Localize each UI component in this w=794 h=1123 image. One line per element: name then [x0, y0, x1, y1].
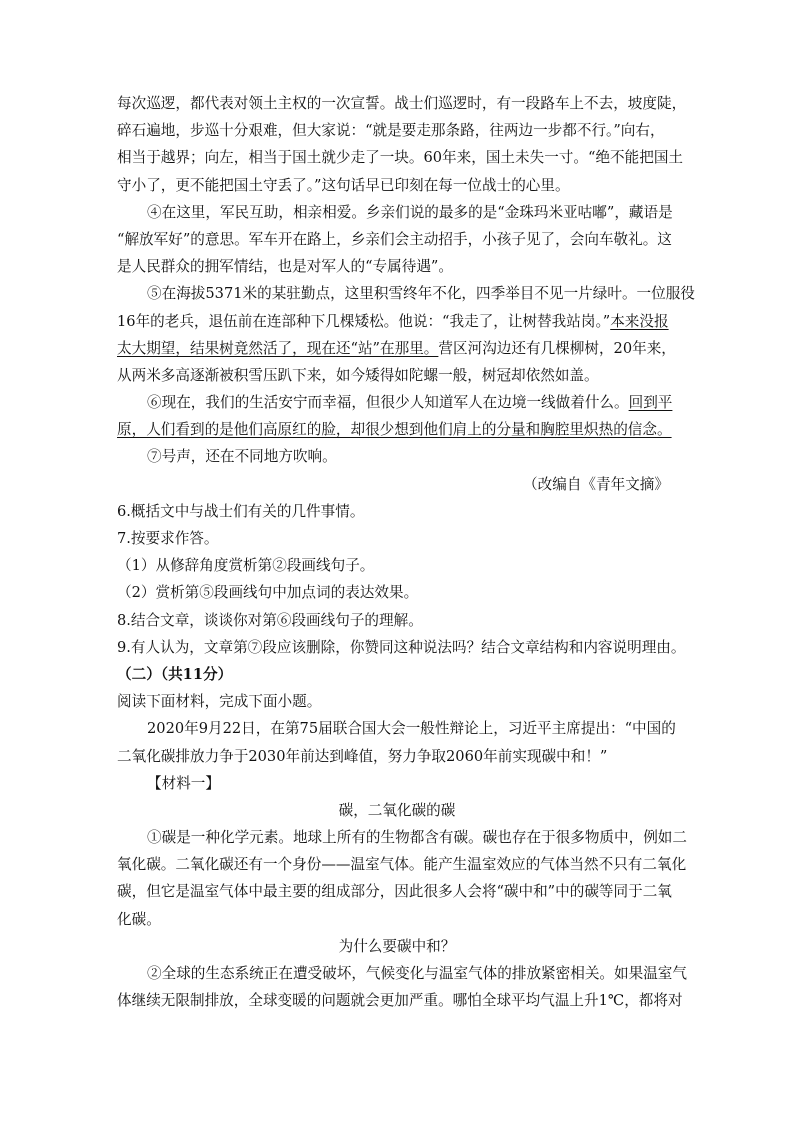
text-line	[117, 878, 677, 905]
line-text: 二氧化碳排放力争于2030年前达到峰值，努力争取2060年前实现碳中和！”	[117, 747, 608, 765]
line-text: 阅读下面材料，完成下面小题。	[117, 693, 322, 711]
line-text: ①碳是一种化学元素。地球上所有的生物都含有碳。碳也存在于很多物质中，例如二	[147, 829, 687, 847]
underlined-text: 回到平	[628, 394, 673, 412]
line-text: 6.概括文中与战士们有关的几件事情。	[117, 502, 365, 520]
line-text: 7.按要求作答。	[117, 530, 219, 547]
line-text: ②全球的生态系统正在遭受破坏，气候变化与温室气体的排放紧密相关。如果温室气	[147, 965, 687, 982]
text-line	[117, 743, 677, 770]
text-line	[117, 443, 677, 470]
text-line	[117, 933, 677, 960]
text-line	[117, 335, 677, 362]
line-text: 体继续无限制排放，全球变暖的问题就会更加严重。哪怕全球平均气温上升1℃，都将对	[117, 992, 683, 1010]
underlined-text: 原，人们看到的是他们高原红的脸，却很少想到他们肩上的分量和胸腔里炽热的信念。	[117, 421, 672, 439]
text-line	[117, 144, 684, 171]
text-line	[117, 688, 677, 715]
line-text: 碎石遍地，步巡十分艰难，但大家说：“就是要走那条路，往两边一步都不行。”向右，	[117, 122, 665, 140]
line-text: 碳，二氧化碳的碳	[338, 801, 456, 819]
document-page	[117, 90, 695, 1014]
text-line	[117, 117, 677, 144]
text-line	[117, 960, 687, 987]
line-text: 每次巡逻，都代表对领土主权的一次宣誓。战士们巡逻时，有一段路车上不去，坡度陡，	[117, 95, 687, 112]
line-text: 化碳。	[117, 910, 161, 928]
text-line	[117, 416, 677, 443]
line-text: 碳，但它是温室气体中最主要的组成部分，因此很多人会将“碳中和”中的碳等同于二氧	[117, 883, 672, 901]
text-line	[117, 253, 677, 280]
text-line	[117, 362, 677, 389]
text-line	[117, 498, 677, 525]
text-line	[117, 851, 687, 878]
line-text: ④在这里，军民互助，相亲相爱。乡亲们说的最多的是“金珠玛米亚咕嘟”，藏语是	[147, 203, 673, 221]
line-text: ⑥现在，我们的生活安宁而幸福，但很少人知道军人在边境一线做着什么。	[147, 394, 629, 412]
line-text: 相当于越界；向左，相当于国土就少走了一块。60年来，国土未失一寸。“绝不能把国土	[117, 149, 684, 167]
line-text: 16年的老兵，退伍前在连部种下几棵矮松。他说：“我走了，让树替我站岗。”	[117, 312, 611, 330]
text-line	[117, 770, 677, 797]
text-line	[117, 797, 677, 824]
underlined-text: 太大期望，结果树竟然活了，现在还“站”在那里。	[117, 339, 439, 357]
text-line	[117, 715, 677, 742]
line-text: ⑤在海拔5371米的某驻勤点，这里积雪终年不化，四季举目不见一片绿叶。一位服役	[147, 285, 695, 303]
line-text: 为什么要碳中和？	[338, 937, 456, 955]
line-text: 从两米多高逐渐被积雪压趴下来，如今矮得如陀螺一般，树冠却依然如盖。	[117, 366, 599, 384]
text-line	[117, 226, 677, 253]
text-line	[117, 634, 686, 661]
line-text: 是人民群众的拥军情结，也是对军人的“专属待遇”。	[117, 258, 453, 276]
text-line	[117, 308, 677, 335]
line-text: 氧化碳。二氧化碳还有一个身份——温室气体。能产生温室效应的气体当然不只有二氧化	[117, 856, 687, 874]
text-line	[117, 579, 677, 606]
line-text: ⑦号声，还在不同地方吹响。	[147, 448, 337, 466]
text-line	[117, 987, 683, 1014]
text-line	[117, 525, 677, 552]
line-text: 9.有人认为，文章第⑦段应该删除，你赞同这种说法吗？结合文章结构和内容说明理由。	[117, 638, 686, 656]
text-line	[117, 389, 677, 416]
line-text: 【材料一】	[147, 774, 220, 792]
text-line	[117, 172, 677, 199]
text-line	[117, 824, 687, 851]
line-text: 2020年9月22日，在第75届联合国大会一般性辩论上，习近平主席提出：“中国的	[147, 720, 676, 738]
text-line	[117, 199, 677, 226]
line-text: 8.结合文章，谈谈你对第⑥段画线句子的理解。	[117, 611, 423, 629]
line-text: （1）从修辞角度赏析第②段画线句子。	[117, 557, 375, 575]
text-line	[117, 607, 677, 634]
line-text: 营区河沟边还有几棵柳树，20年来，	[438, 339, 676, 357]
text-line	[117, 552, 677, 579]
line-text: 守小了，更不能把国土守丢了。”这句话早已印刻在每一位战士的心里。	[117, 176, 570, 194]
line-text: （2）赏析第⑤段画线句中加点词的表达效果。	[117, 584, 419, 602]
text-line	[117, 90, 687, 117]
text-line	[117, 471, 677, 498]
text-line	[117, 661, 677, 688]
line-text: （改编自《青年文摘》	[523, 475, 669, 493]
line-text: （二）（共11分）	[117, 665, 233, 683]
text-line	[117, 280, 695, 307]
underlined-text: 本来没报	[610, 312, 669, 330]
text-line	[117, 906, 677, 933]
line-text: “解放军好”的意思。军车开在路上，乡亲们会主动招手，小孩子见了，会向车敬礼。这	[117, 230, 672, 248]
